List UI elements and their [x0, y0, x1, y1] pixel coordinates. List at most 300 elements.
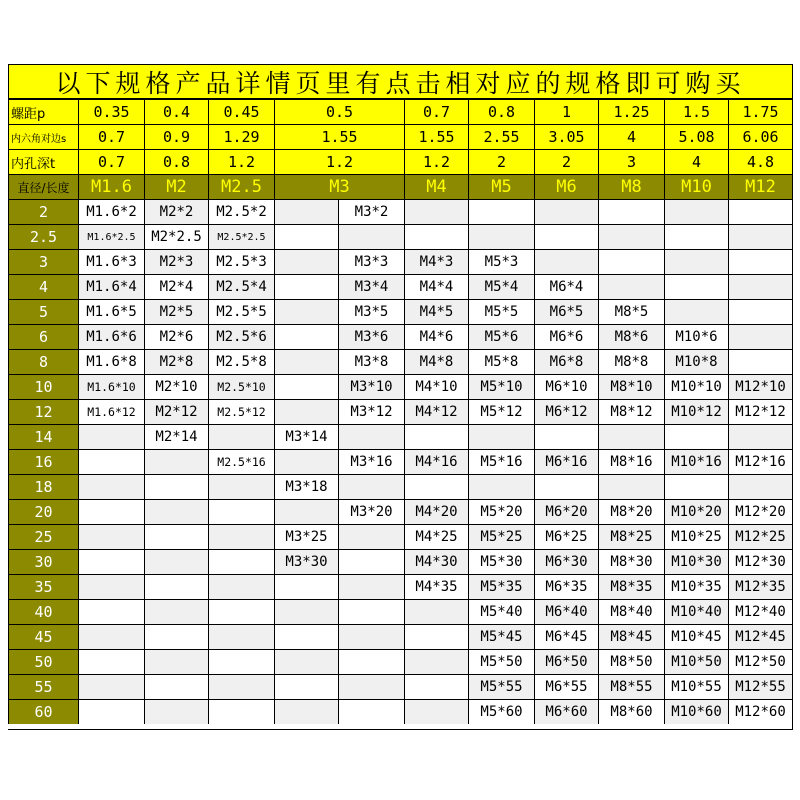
spec-cell[interactable]: M1.6*2.5 [78, 224, 144, 249]
empty-cell [208, 474, 274, 499]
size-row-label: 直径/长度 [8, 174, 78, 199]
spec-cell[interactable]: M2*2 [144, 199, 208, 224]
length-label: 20 [8, 499, 78, 524]
empty-cell [274, 399, 338, 424]
title-banner: 以下规格产品详情页里有点击相对应的规格即可购买 [8, 64, 792, 99]
empty-cell [144, 549, 208, 574]
empty-cell [664, 224, 728, 249]
hex-cell: 3.05 [534, 124, 598, 149]
size-cell: M8 [598, 174, 664, 199]
spec-cell[interactable]: M2.5*6 [208, 324, 274, 349]
depth-cell: 1.2 [274, 149, 404, 174]
spec-cell[interactable]: M4*8 [404, 349, 468, 374]
spec-cell[interactable]: M2*6 [144, 324, 208, 349]
length-label: 40 [8, 599, 78, 624]
empty-cell [78, 474, 144, 499]
spec-cell[interactable]: M6*50 [534, 649, 598, 674]
hex-cell: 2.55 [468, 124, 534, 149]
length-label: 50 [8, 649, 78, 674]
spec-cell[interactable]: M2.5*8 [208, 349, 274, 374]
spec-cell[interactable]: M10*8 [664, 349, 728, 374]
empty-cell [274, 299, 338, 324]
hex-row-label: 内六角对边s [8, 124, 78, 149]
empty-cell [728, 424, 792, 449]
depth-cell: 2 [534, 149, 598, 174]
spec-cell[interactable]: M2*3 [144, 249, 208, 274]
spec-cell[interactable]: M2.5*5 [208, 299, 274, 324]
spec-cell[interactable]: M12*30 [728, 549, 792, 574]
empty-cell [274, 224, 338, 249]
spec-cell[interactable]: M8*35 [598, 574, 664, 599]
spec-cell[interactable]: M8*40 [598, 599, 664, 624]
empty-cell [274, 249, 338, 274]
pitch-cell: 1.25 [598, 99, 664, 124]
empty-cell [144, 449, 208, 474]
empty-cell [208, 549, 274, 574]
empty-cell [274, 324, 338, 349]
empty-cell [78, 699, 144, 724]
spec-cell[interactable]: M5*20 [468, 499, 534, 524]
spec-cell[interactable]: M8*8 [598, 349, 664, 374]
spec-cell[interactable]: M8*10 [598, 374, 664, 399]
empty-cell [144, 649, 208, 674]
spec-cell[interactable]: M6*10 [534, 374, 598, 399]
spec-cell[interactable]: M10*50 [664, 649, 728, 674]
empty-cell [728, 474, 792, 499]
spec-cell[interactable]: M12*55 [728, 674, 792, 699]
spec-cell[interactable]: M1.6*3 [78, 249, 144, 274]
spec-cell[interactable]: M5*12 [468, 399, 534, 424]
empty-cell [274, 449, 338, 474]
empty-cell [664, 299, 728, 324]
spec-cell[interactable]: M3*8 [338, 349, 404, 374]
empty-cell [208, 574, 274, 599]
spec-table [8, 64, 792, 730]
empty-cell [728, 249, 792, 274]
empty-cell [208, 424, 274, 449]
table-right-border [792, 64, 793, 730]
length-label: 30 [8, 549, 78, 574]
empty-cell [728, 274, 792, 299]
length-label: 2.5 [8, 224, 78, 249]
empty-cell [338, 224, 404, 249]
spec-cell[interactable]: M10*20 [664, 499, 728, 524]
spec-cell[interactable]: M2.5*2.5 [208, 224, 274, 249]
depth-cell: 0.8 [144, 149, 208, 174]
empty-cell [728, 224, 792, 249]
empty-cell [338, 674, 404, 699]
pitch-cell: 0.8 [468, 99, 534, 124]
spec-cell[interactable]: M8*6 [598, 324, 664, 349]
hex-cell: 1.55 [274, 124, 404, 149]
spec-cell[interactable]: M3*5 [338, 299, 404, 324]
spec-cell[interactable]: M5*16 [468, 449, 534, 474]
hex-cell: 0.7 [78, 124, 144, 149]
spec-cell[interactable]: M3*25 [274, 524, 338, 549]
spec-cell[interactable]: M3*4 [338, 274, 404, 299]
spec-cell[interactable]: M6*5 [534, 299, 598, 324]
empty-cell [144, 674, 208, 699]
empty-cell [664, 199, 728, 224]
empty-cell [404, 224, 468, 249]
spec-cell[interactable]: M8*25 [598, 524, 664, 549]
empty-cell [144, 499, 208, 524]
spec-cell[interactable]: M5*30 [468, 549, 534, 574]
empty-cell [274, 599, 338, 624]
empty-cell [468, 424, 534, 449]
spec-cell[interactable]: M5*60 [468, 699, 534, 724]
spec-cell[interactable]: M5*4 [468, 274, 534, 299]
spec-cell[interactable]: M5*8 [468, 349, 534, 374]
length-label: 6 [8, 324, 78, 349]
spec-cell[interactable]: M4*4 [404, 274, 468, 299]
depth-cell: 4.8 [728, 149, 792, 174]
empty-cell [468, 224, 534, 249]
empty-cell [78, 549, 144, 574]
empty-cell [208, 524, 274, 549]
empty-cell [404, 199, 468, 224]
empty-cell [274, 374, 338, 399]
empty-cell [144, 599, 208, 624]
spec-cell[interactable]: M10*45 [664, 624, 728, 649]
spec-cell[interactable]: M12*12 [728, 399, 792, 424]
empty-cell [598, 224, 664, 249]
depth-row-label: 内孔深t [8, 149, 78, 174]
spec-cell[interactable]: M3*6 [338, 324, 404, 349]
empty-cell [598, 249, 664, 274]
empty-cell [404, 649, 468, 674]
empty-cell [274, 624, 338, 649]
empty-cell [404, 674, 468, 699]
spec-cell[interactable]: M1.6*6 [78, 324, 144, 349]
spec-cell[interactable]: M8*20 [598, 499, 664, 524]
empty-cell [338, 699, 404, 724]
hex-cell: 6.06 [728, 124, 792, 149]
length-label: 4 [8, 274, 78, 299]
spec-cell[interactable]: M3*16 [338, 449, 404, 474]
empty-cell [274, 349, 338, 374]
spec-cell[interactable]: M2.5*12 [208, 399, 274, 424]
spec-cell[interactable]: M12*50 [728, 649, 792, 674]
length-label: 5 [8, 299, 78, 324]
length-label: 3 [8, 249, 78, 274]
empty-cell [274, 699, 338, 724]
pitch-cell: 0.5 [274, 99, 404, 124]
empty-cell [338, 649, 404, 674]
spec-cell[interactable]: M10*12 [664, 399, 728, 424]
spec-cell[interactable]: M5*55 [468, 674, 534, 699]
empty-cell [468, 199, 534, 224]
spec-cell[interactable]: M8*5 [598, 299, 664, 324]
pitch-cell: 1 [534, 99, 598, 124]
spec-cell[interactable]: M5*35 [468, 574, 534, 599]
empty-cell [208, 649, 274, 674]
hex-cell: 4 [598, 124, 664, 149]
empty-cell [728, 299, 792, 324]
spec-cell[interactable]: M3*14 [274, 424, 338, 449]
spec-cell[interactable]: M12*35 [728, 574, 792, 599]
spec-cell[interactable]: M6*4 [534, 274, 598, 299]
empty-cell [78, 649, 144, 674]
spec-cell[interactable]: M8*30 [598, 549, 664, 574]
empty-cell [404, 474, 468, 499]
empty-cell [274, 674, 338, 699]
spec-cell[interactable]: M8*12 [598, 399, 664, 424]
spec-cell[interactable]: M3*3 [338, 249, 404, 274]
spec-cell[interactable]: M3*20 [338, 499, 404, 524]
spec-cell[interactable]: M10*55 [664, 674, 728, 699]
length-label: 14 [8, 424, 78, 449]
empty-cell [338, 424, 404, 449]
empty-cell [274, 199, 338, 224]
empty-cell [78, 574, 144, 599]
empty-cell [468, 474, 534, 499]
empty-cell [534, 199, 598, 224]
empty-cell [144, 524, 208, 549]
spec-cell[interactable]: M5*3 [468, 249, 534, 274]
hex-cell: 5.08 [664, 124, 728, 149]
spec-cell[interactable]: M2.5*10 [208, 374, 274, 399]
size-cell: M4 [404, 174, 468, 199]
spec-cell[interactable]: M6*6 [534, 324, 598, 349]
empty-cell [598, 424, 664, 449]
spec-cell[interactable]: M3*10 [338, 374, 404, 399]
empty-cell [338, 574, 404, 599]
empty-cell [274, 649, 338, 674]
spec-cell[interactable]: M10*35 [664, 574, 728, 599]
empty-cell [78, 674, 144, 699]
length-label: 10 [8, 374, 78, 399]
length-label: 2 [8, 199, 78, 224]
size-cell: M12 [728, 174, 792, 199]
size-cell: M2.5 [208, 174, 274, 199]
size-cell: M1.6 [78, 174, 144, 199]
empty-cell [728, 199, 792, 224]
length-label: 25 [8, 524, 78, 549]
spec-cell[interactable]: M1.6*5 [78, 299, 144, 324]
spec-cell[interactable]: M8*50 [598, 649, 664, 674]
empty-cell [534, 474, 598, 499]
table-bottom-border [8, 729, 793, 730]
spec-cell[interactable]: M6*20 [534, 499, 598, 524]
length-label: 35 [8, 574, 78, 599]
empty-cell [534, 224, 598, 249]
spec-cell[interactable]: M1.6*2 [78, 199, 144, 224]
size-cell: M6 [534, 174, 598, 199]
depth-cell: 0.7 [78, 149, 144, 174]
spec-cell[interactable]: M3*30 [274, 549, 338, 574]
spec-cell[interactable]: M10*6 [664, 324, 728, 349]
pitch-cell: 0.7 [404, 99, 468, 124]
spec-cell[interactable]: M2*4 [144, 274, 208, 299]
empty-cell [78, 524, 144, 549]
spec-cell[interactable]: M12*20 [728, 499, 792, 524]
spec-cell[interactable]: M4*25 [404, 524, 468, 549]
empty-cell [144, 624, 208, 649]
spec-cell[interactable]: M6*8 [534, 349, 598, 374]
empty-cell [534, 249, 598, 274]
size-cell: M10 [664, 174, 728, 199]
empty-cell [208, 624, 274, 649]
spec-cell[interactable]: M8*55 [598, 674, 664, 699]
spec-cell[interactable]: M10*30 [664, 549, 728, 574]
spec-cell[interactable]: M2*5 [144, 299, 208, 324]
spec-cell[interactable]: M4*5 [404, 299, 468, 324]
depth-cell: 2 [468, 149, 534, 174]
spec-cell[interactable]: M3*18 [274, 474, 338, 499]
spec-cell[interactable]: M8*60 [598, 699, 664, 724]
spec-cell[interactable]: M5*25 [468, 524, 534, 549]
spec-cell[interactable]: M2.5*16 [208, 449, 274, 474]
length-label: 12 [8, 399, 78, 424]
empty-cell [274, 274, 338, 299]
spec-cell[interactable]: M4*16 [404, 449, 468, 474]
empty-cell [404, 599, 468, 624]
spec-cell[interactable]: M2*8 [144, 349, 208, 374]
spec-cell[interactable]: M2.5*2 [208, 199, 274, 224]
empty-cell [338, 624, 404, 649]
spec-cell[interactable]: M2.5*4 [208, 274, 274, 299]
size-cell: M3 [274, 174, 404, 199]
empty-cell [78, 599, 144, 624]
spec-cell[interactable]: M10*16 [664, 449, 728, 474]
length-label: 18 [8, 474, 78, 499]
empty-cell [338, 549, 404, 574]
spec-cell[interactable]: M12*60 [728, 699, 792, 724]
spec-cell[interactable]: M6*55 [534, 674, 598, 699]
empty-cell [338, 524, 404, 549]
empty-cell [208, 699, 274, 724]
empty-cell [404, 424, 468, 449]
empty-cell [598, 199, 664, 224]
spec-cell[interactable]: M6*40 [534, 599, 598, 624]
empty-cell [338, 599, 404, 624]
spec-cell[interactable]: M12*40 [728, 599, 792, 624]
spec-cell[interactable]: M1.6*10 [78, 374, 144, 399]
spec-cell[interactable]: M3*12 [338, 399, 404, 424]
empty-cell [338, 474, 404, 499]
empty-cell [78, 424, 144, 449]
spec-cell[interactable]: M6*16 [534, 449, 598, 474]
spec-cell[interactable]: M5*45 [468, 624, 534, 649]
empty-cell [144, 474, 208, 499]
spec-cell[interactable]: M6*35 [534, 574, 598, 599]
spec-cell[interactable]: M10*60 [664, 699, 728, 724]
spec-cell[interactable]: M4*20 [404, 499, 468, 524]
spec-cell[interactable]: M10*40 [664, 599, 728, 624]
pitch-cell: 0.35 [78, 99, 144, 124]
hex-cell: 0.9 [144, 124, 208, 149]
spec-cell[interactable]: M2.5*3 [208, 249, 274, 274]
empty-cell [404, 624, 468, 649]
empty-cell [274, 499, 338, 524]
spec-cell[interactable]: M2*14 [144, 424, 208, 449]
spec-cell[interactable]: M5*6 [468, 324, 534, 349]
empty-cell [144, 574, 208, 599]
spec-cell[interactable]: M6*30 [534, 549, 598, 574]
length-label: 8 [8, 349, 78, 374]
spec-cell[interactable]: M5*10 [468, 374, 534, 399]
spec-cell[interactable]: M10*25 [664, 524, 728, 549]
depth-cell: 1.2 [404, 149, 468, 174]
spec-cell[interactable]: M2*12 [144, 399, 208, 424]
spec-cell[interactable]: M12*45 [728, 624, 792, 649]
spec-cell[interactable]: M4*35 [404, 574, 468, 599]
spec-cell[interactable]: M12*16 [728, 449, 792, 474]
empty-cell [208, 599, 274, 624]
hex-cell: 1.29 [208, 124, 274, 149]
spec-cell[interactable]: M1.6*4 [78, 274, 144, 299]
spec-cell[interactable]: M6*60 [534, 699, 598, 724]
spec-cell[interactable]: M6*45 [534, 624, 598, 649]
spec-cell[interactable]: M6*12 [534, 399, 598, 424]
empty-cell [208, 499, 274, 524]
pitch-cell: 0.45 [208, 99, 274, 124]
spec-cell[interactable]: M10*10 [664, 374, 728, 399]
empty-cell [78, 624, 144, 649]
length-label: 60 [8, 699, 78, 724]
spec-cell[interactable]: M8*16 [598, 449, 664, 474]
empty-cell [274, 574, 338, 599]
empty-cell [78, 449, 144, 474]
empty-cell [78, 499, 144, 524]
spec-cell[interactable]: M1.6*8 [78, 349, 144, 374]
length-label: 45 [8, 624, 78, 649]
empty-cell [144, 699, 208, 724]
empty-cell [664, 249, 728, 274]
spec-cell[interactable]: M5*40 [468, 599, 534, 624]
empty-cell [598, 274, 664, 299]
pitch-cell: 0.4 [144, 99, 208, 124]
empty-cell [664, 474, 728, 499]
spec-cell[interactable]: M4*12 [404, 399, 468, 424]
spec-cell[interactable]: M12*25 [728, 524, 792, 549]
size-cell: M5 [468, 174, 534, 199]
spec-cell[interactable]: M8*45 [598, 624, 664, 649]
empty-cell [404, 699, 468, 724]
empty-cell [728, 324, 792, 349]
length-label: 55 [8, 674, 78, 699]
spec-cell[interactable]: M5*5 [468, 299, 534, 324]
spec-cell[interactable]: M4*6 [404, 324, 468, 349]
empty-cell [664, 424, 728, 449]
empty-cell [598, 474, 664, 499]
empty-cell [728, 349, 792, 374]
pitch-row-label: 螺距p [8, 99, 78, 124]
hex-cell: 1.55 [404, 124, 468, 149]
length-label: 16 [8, 449, 78, 474]
spec-cell[interactable]: M6*25 [534, 524, 598, 549]
size-cell: M2 [144, 174, 208, 199]
spec-cell[interactable]: M2*2.5 [144, 224, 208, 249]
spec-cell[interactable]: M2*10 [144, 374, 208, 399]
spec-cell[interactable]: M3*2 [338, 199, 404, 224]
spec-cell[interactable]: M5*50 [468, 649, 534, 674]
depth-cell: 1.2 [208, 149, 274, 174]
spec-cell[interactable]: M4*3 [404, 249, 468, 274]
pitch-cell: 1.75 [728, 99, 792, 124]
depth-cell: 3 [598, 149, 664, 174]
depth-cell: 4 [664, 149, 728, 174]
empty-cell [534, 424, 598, 449]
spec-cell[interactable]: M4*30 [404, 549, 468, 574]
empty-cell [664, 274, 728, 299]
empty-cell [208, 674, 274, 699]
pitch-cell: 1.5 [664, 99, 728, 124]
spec-cell[interactable]: M4*10 [404, 374, 468, 399]
spec-cell[interactable]: M1.6*12 [78, 399, 144, 424]
spec-cell[interactable]: M12*10 [728, 374, 792, 399]
